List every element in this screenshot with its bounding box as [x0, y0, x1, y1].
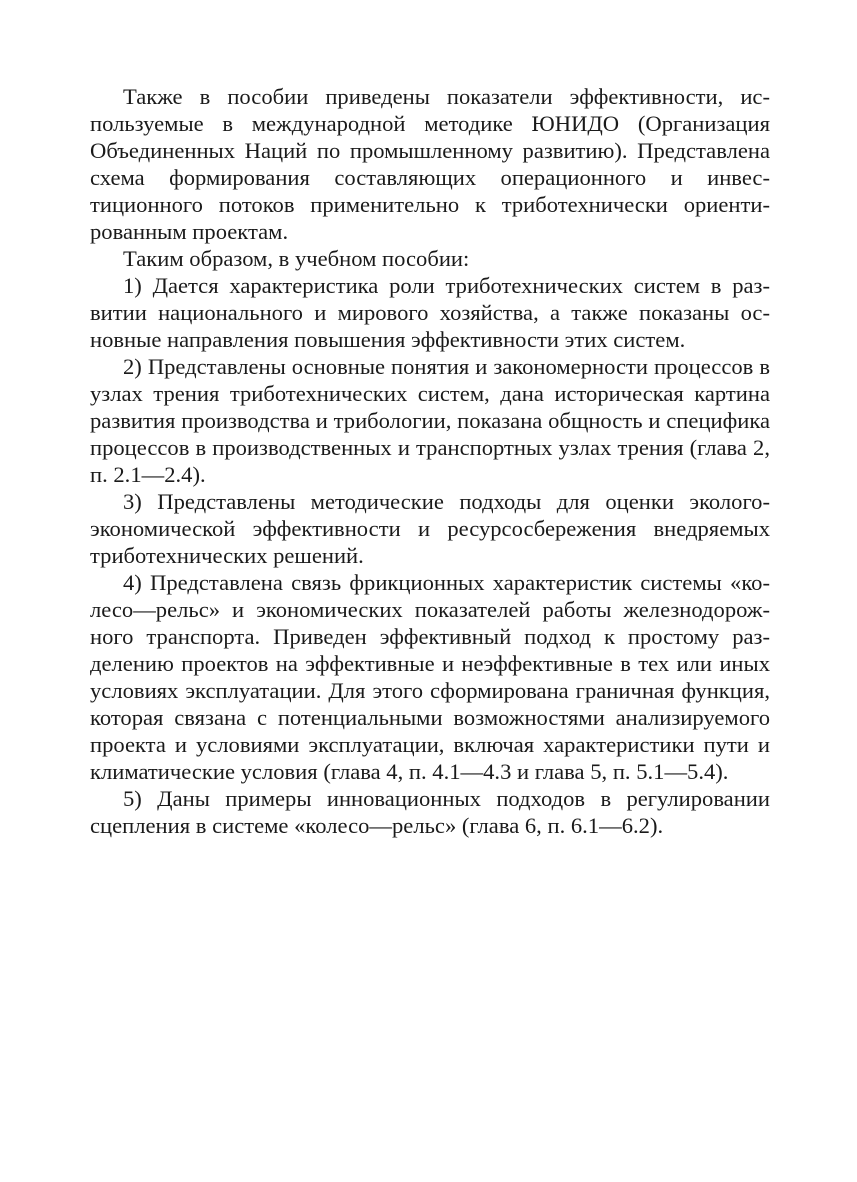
list-item-1: 1) Дается характеристика роли триботехнических систем в развитии национального и мирового хозяйства, а также показаны основные направления повышения эффективности этих систем.: [90, 273, 770, 352]
list-item-5: 5) Даны примеры инновационных подходов в регулировании сцепления в системе «колесо—рельс» (глава 6, п. 6.1—6.2).: [90, 786, 770, 838]
paragraph-summary-lead: Таким образом, в учебном пособии:: [123, 246, 470, 271]
list-item-2: 2) Представлены основные понятия и закономерности процессов в узлах трения триботехнических систем, дана историческая картина развития производства и трибологии, показана общность и специфика процессов в производственных и транспортных узлах трения (глава 2, п. 2.1—2.4).: [90, 354, 770, 487]
list-item-4: 4) Представлена связь фрикционных характеристик системы «колесо—рельс» и экономических показателей работы железнодорожного транспорта. Приведен эффективный подход к простому разделению проектов на эффективные и неэффективные в тех или иных условиях эксплуатации. Для этого сформирована граничная функция, которая связана с потенциальными возможностями анализируемого проекта и условиями эксплуатации, включая характеристики пути и климатические условия (глава 4, п. 4.1—4.3 и глава 5, п. 5.1—5.4).: [90, 570, 770, 784]
paragraph-intro: Также в пособии приведены показатели эффективности, используемые в международной методике ЮНИДО (Организация Объединенных Наций по промышленному развитию). Представлена схема формирования составляющих операционного и инвестиционного потоков применительно к триботехнически ориентированным проектам.: [90, 84, 770, 244]
document-page: [90, 83, 770, 839]
list-item-3: 3) Представлены методические подходы для оценки эколого-экономической эффективности и ресурсосбережения внедряемых триботехнических решений.: [90, 489, 770, 568]
